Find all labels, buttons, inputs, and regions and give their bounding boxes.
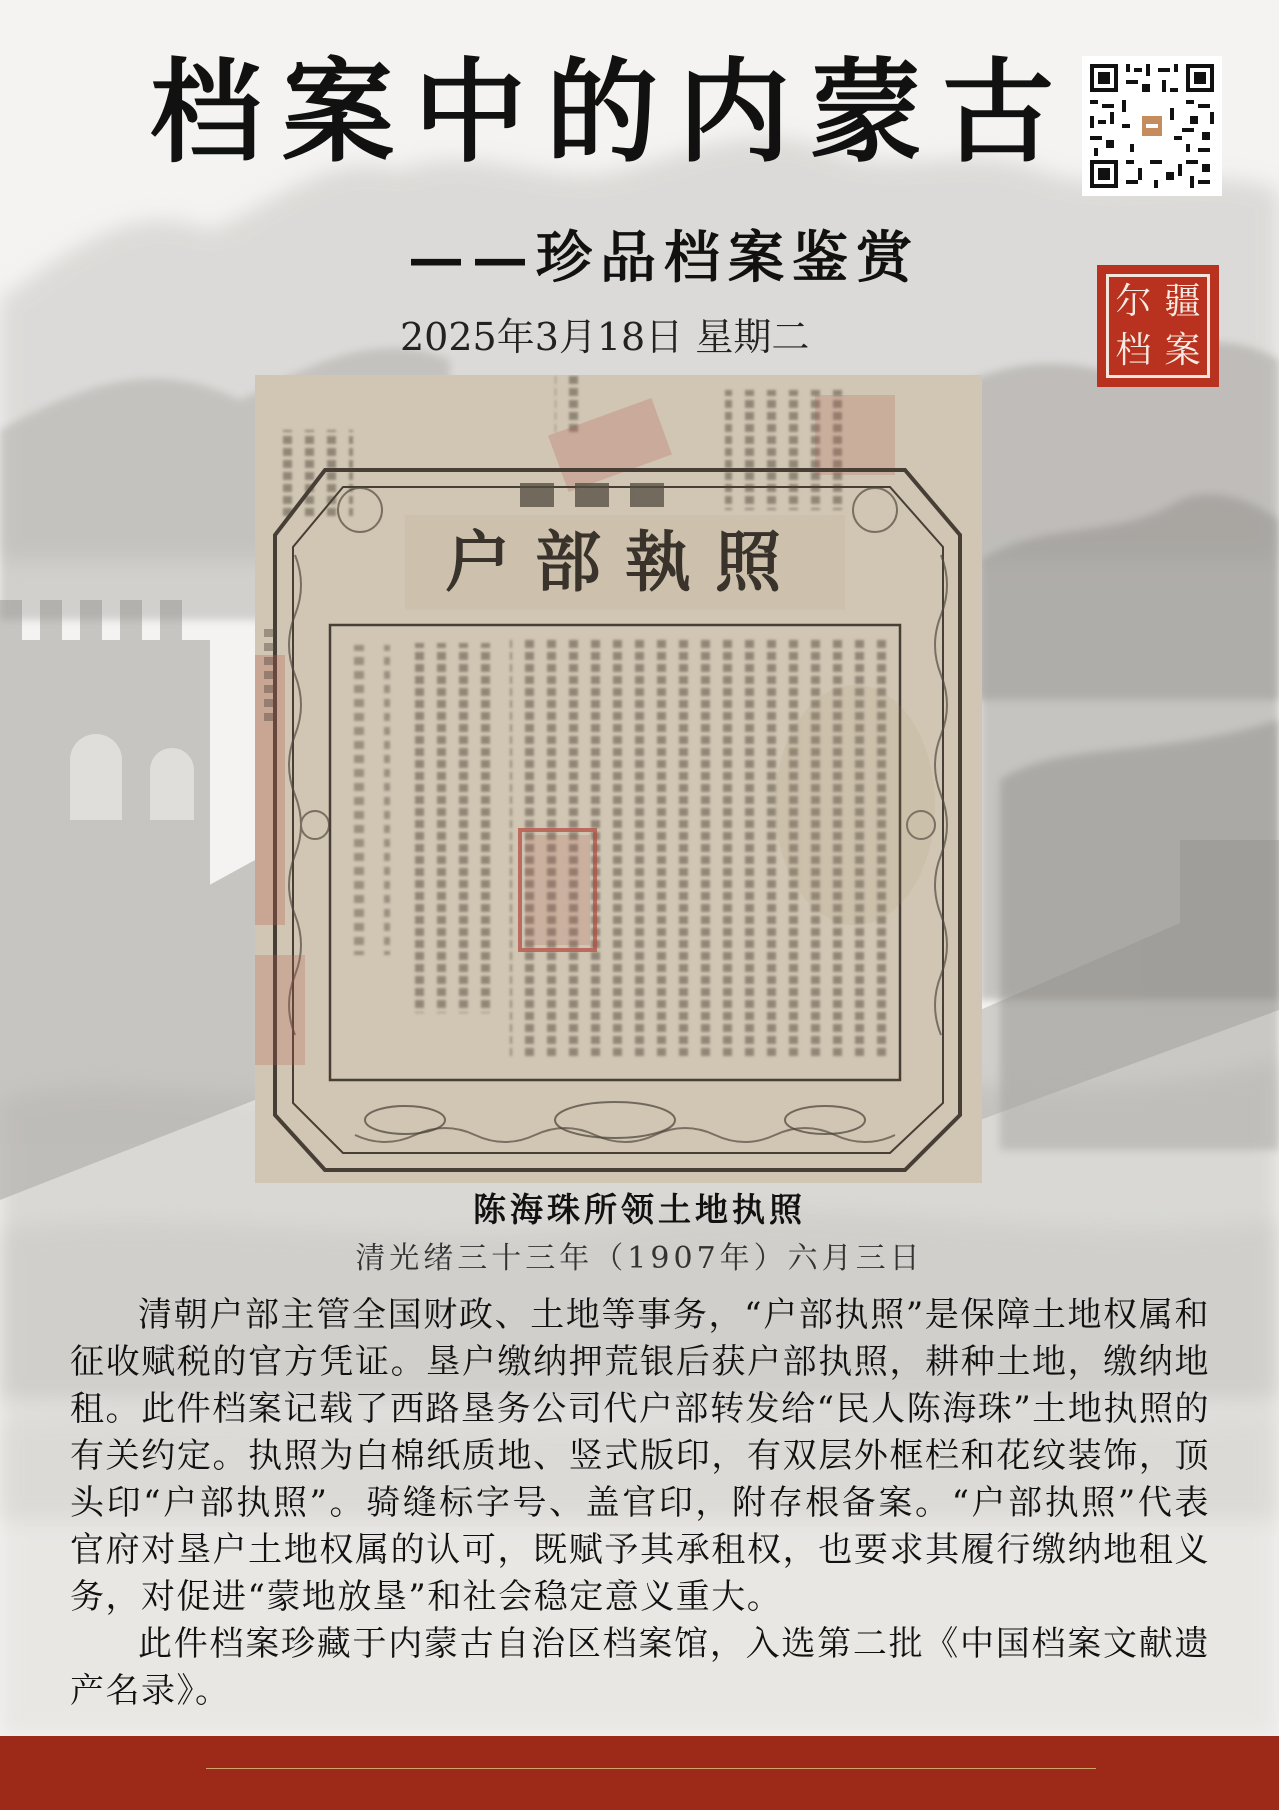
article-paragraph: 此件档案珍藏于内蒙古自治区档案馆，入选第二批《中国档案文献遗产名录》。: [70, 1624, 1210, 1711]
seal-char: 疆: [1164, 280, 1201, 322]
seal-char: 尔: [1115, 280, 1152, 322]
footer-divider: [206, 1768, 1096, 1769]
document-caption-date: 清光绪三十三年（1907年）六月三日: [355, 1241, 924, 1276]
article-body: [70, 1292, 1210, 1715]
land-license-photo: [255, 375, 982, 1183]
qr-code-icon[interactable]: [1082, 56, 1222, 196]
document-caption-title: 陈海珠所领土地执照: [473, 1190, 806, 1229]
seal-char: 案: [1164, 329, 1201, 371]
seal-char: 档: [1115, 329, 1152, 371]
page-title: 档案中的内蒙古: [150, 47, 1074, 178]
page-subtitle: ——珍品档案鉴赏: [408, 225, 920, 291]
article-paragraph: 清朝户部主管全国财政、土地等事务，“户部执照”是保障土地权属和征收赋税的官方凭证。垦户缴纳押荒银后获户部执照，耕种土地，缴纳地租。此件档案记载了西路垦务公司代户部转发给“民人陈海珠”土地执照的有关约定。执照为白棉纸质地、竖式版印，有双层外框栏和花纹装饰，顶头印“户部执照”。骑缝标字号、盖官印，附存根备案。“户部执照”代表官府对垦户土地权属的认可，既赋予其承租权，也要求其履行缴纳地租义务，对促进“蒙地放垦”和社会稳定意义重大。: [70, 1295, 1210, 1617]
publish-date: 2025年3月18日 星期二: [400, 315, 810, 359]
archive-seal-logo: [1097, 265, 1219, 387]
footer-band: [0, 1736, 1279, 1810]
license-heading: 户部執照: [445, 523, 805, 601]
